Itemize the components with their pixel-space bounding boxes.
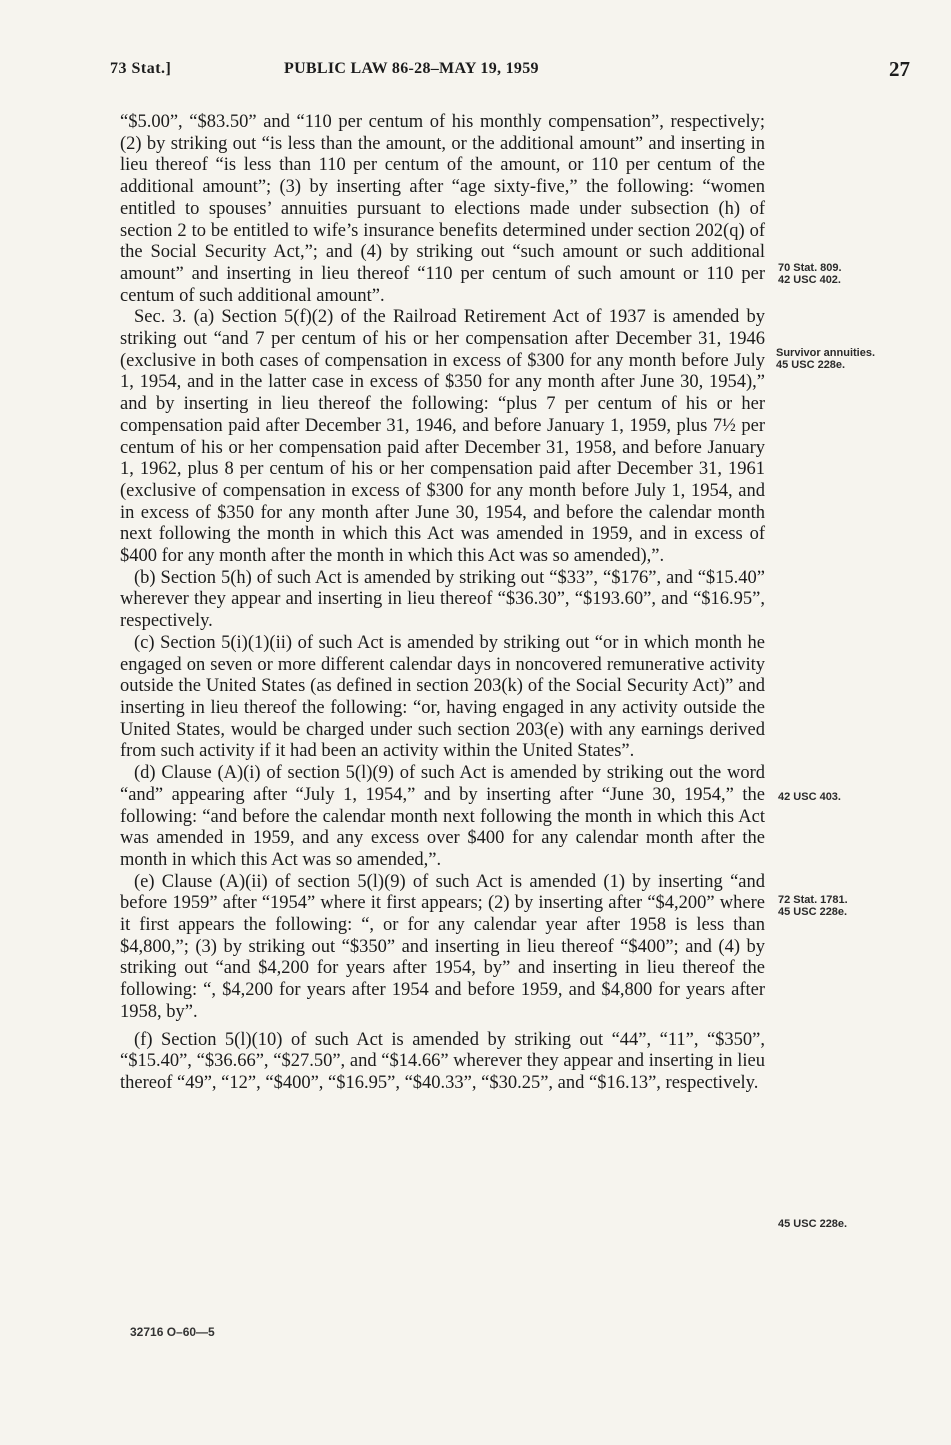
page-number: 27 xyxy=(889,57,910,81)
margin-note-line: 42 USC 403. xyxy=(778,791,841,803)
paragraph-b: (b) Section 5(h) of such Act is amended by striking out “$33”, “$176”, and “$15.40” wherever they appear and inserting in lieu thereof “$36.30”, “$193.60”, and “$16.95”, respectively. xyxy=(120,567,765,632)
law-title: PUBLIC LAW 86-28–MAY 19, 1959 xyxy=(284,60,539,77)
margin-note-70-stat xyxy=(778,262,890,286)
paragraph-sec3-a: Sec. 3. (a) Section 5(f)(2) of the Railroad Retirement Act of 1937 is amended by striking out “and 7 per centum of his or her compensation after December 31, 1946 (exclusive in both cases of compensation in excess of $300 for any month before July 1, 1954, and in the latter case in excess of $350 for any month after June 30, 1954),” and by inserting in lieu thereof the following: “plus 7 per centum of his or her compensation paid after December 31, 1946, and before January 1, 1959, plus 7½ per centum of his or her compensation paid after December 31, 1958, and before January 1, 1962, plus 8 per centum of his or her compensation paid after December 31, 1961 (exclusive of compensation in excess of $300 for any month before July 1, 1954, and in excess of $350 for any month after June 30, 1954, and before the calendar month next following the month in which this Act was amended in 1959, and in excess of $400 for any month after the month in which this Act was so amended),”. xyxy=(120,307,765,567)
margin-note-line: 42 USC 402. xyxy=(778,274,841,286)
margin-note-42-usc-403 xyxy=(778,791,890,803)
margin-note-line: 70 Stat. 809. xyxy=(778,262,842,274)
running-header xyxy=(110,57,910,86)
paragraph-d: (d) Clause (A)(i) of section 5(l)(9) of such Act is amended by striking out the word “and” appearing after “July 1, 1954,” and by inserting after “June 30, 1954,” the following: “and before the calendar month next following the month in which this Act was amended in 1959, and any excess over $400 for any calendar month after the month in which this Act was so amended,”. xyxy=(120,763,765,870)
margin-note-line: 45 USC 228e. xyxy=(776,359,846,371)
paragraph-f: (f) Section 5(l)(10) of such Act is amended by striking out “44”, “11”, “$350”, “$15.40”, “$36.66”, “$27.50”, and “$14.66” wherever they appear and inserting in lieu thereof “49”, “12”, “$400”, “$16.95”, “$40.33”, “$30.25”, and “$16.13”, respectively. xyxy=(120,1029,765,1093)
print-code: 32716 O–60—5 xyxy=(130,1325,215,1339)
margin-note-line: 45 USC 228e. xyxy=(778,906,848,918)
paragraph-continuation: “$5.00”, “$83.50” and “110 per centum of his monthly compensation”, respectively; (2) by striking out “is less than the amount, or the additional amount” and inserting in lieu thereof “is less than 110 per centum of the amount, or 110 per centum of the additional amount”; (3) by inserting after “age sixty-five,” the following: “women entitled to spouses’ annuities pursuant to elections made under subsection (h) of section 2 to be entitled to wife’s insurance benefits determined under section 202(q) of the Social Security Act,”; and (4) by striking out “such amount or such additional amount” and inserting in lieu thereof “110 per centum of such amount or 110 per centum of such additional amount”. xyxy=(120,112,765,306)
margin-note-survivor-annuities xyxy=(776,347,892,371)
paragraph-c: (c) Section 5(i)(1)(ii) of such Act is amended by striking out “or in which month he engaged on seven or more different calendar days in noncovered remunerative activity outside the United States (as defined in section 203(k) of the Social Security Act)” and inserting in lieu thereof the following: “or, having engaged in any activity outside the United States, would be charged under such section 203(e) with any earnings derived from such activity if it had been an activity within the United States”. xyxy=(120,632,765,762)
body-text xyxy=(120,112,765,1095)
paragraph-e: (e) Clause (A)(ii) of section 5(l)(9) of such Act is amended (1) by inserting “and before 1959” after “1954” where it first appears; (2) by inserting after “$4,200” where it first appears the following: “, or for any calendar year after 1958 is less than $4,800,”; (3) by striking out “$350” and inserting in lieu thereof “$400”; and (4) by striking out “and $4,200 for years after 1954, by” and inserting in lieu thereof the following: “, $4,200 for years after 1954 and before 1959, and $4,800 for years after 1958, by”. xyxy=(120,871,765,1022)
margin-note-line: 45 USC 228e. xyxy=(778,1218,848,1230)
volume-citation: 73 Stat.] xyxy=(110,60,172,77)
margin-note-line: 72 Stat. 1781. xyxy=(778,894,848,906)
margin-note-45-usc-228e xyxy=(778,1218,890,1230)
margin-note-72-stat xyxy=(778,894,890,918)
margin-note-line: Survivor annuities. xyxy=(776,347,876,359)
